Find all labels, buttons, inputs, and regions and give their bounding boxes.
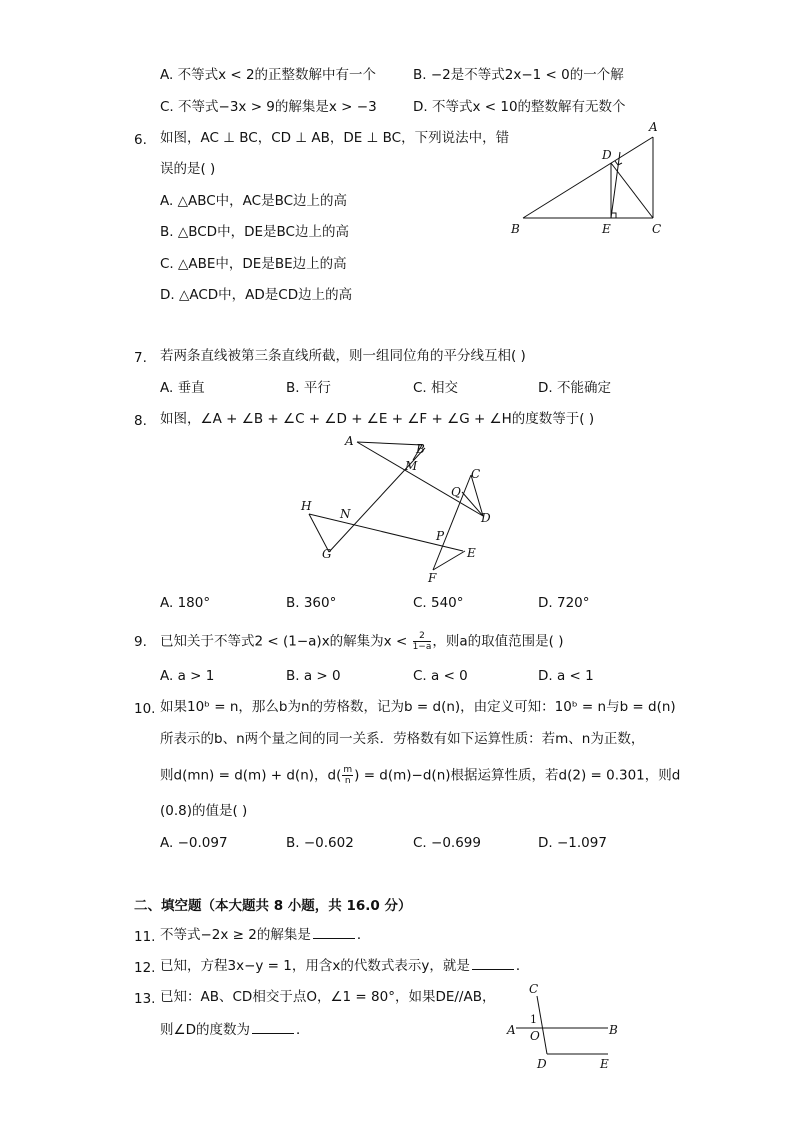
q13-stem-line2 (160, 1021, 310, 1039)
q12-answer-blank[interactable] (472, 957, 514, 970)
q8-label-d: D (481, 511, 491, 525)
q12-stem (160, 957, 529, 975)
q9-fraction-numerator: 2 (413, 631, 432, 642)
q11-stem-period: ． (356, 927, 371, 943)
q10-line3 (160, 765, 680, 786)
q6-option-c: C. △ABE中，DE是BE边上的高 (160, 256, 347, 272)
q13-parallel-figure (500, 978, 630, 1076)
q13-answer-blank[interactable] (252, 1021, 294, 1034)
q6-label-c: C (652, 222, 662, 236)
q6-stem-line1: 如图，AC ⊥ BC，CD ⊥ AB，DE ⊥ BC，下列说法中，错 (160, 130, 510, 146)
q8-label-e: E (467, 546, 476, 560)
q10-line1: 如果10ᵇ = n，那么b为n的劳格数，记为b = d(n)，由定义可知：10ᵇ = n与b = d(n) (160, 699, 676, 715)
q13-label-b: B (609, 1023, 618, 1037)
q8-label-q: Q (451, 485, 461, 499)
q8-angles-figure (295, 430, 505, 590)
q6-option-b: B. △BCD中，DE是BC边上的高 (160, 224, 349, 240)
q8-label-a: A (345, 434, 354, 448)
q12-stem-text: 已知，方程3x−y = 1，用含x的代数式表示y，就是 (160, 958, 470, 974)
q8-label-f: F (428, 571, 437, 585)
q13-label-o: O (530, 1029, 540, 1043)
q13-stem-text: 则∠D的度数为 (160, 1022, 250, 1038)
q11-stem-text: 不等式−2x ≥ 2的解集是 (160, 927, 311, 943)
q13-label-d: D (537, 1057, 547, 1071)
q6-option-d: D. △ACD中，AD是CD边上的高 (160, 287, 353, 303)
q13-stem-period: ． (296, 1022, 310, 1038)
q7-option-b: B. 平行 (286, 380, 331, 396)
q7-option-a: A. 垂直 (160, 380, 205, 396)
q9-option-b: B. a > 0 (286, 668, 341, 684)
q9-fraction (413, 631, 432, 652)
q13-stem-line1: 已知：AB、CD相交于点O，∠1 = 80°，如果DE//AB， (160, 989, 496, 1005)
q10-line4: (0.8)的值是( ) (160, 803, 248, 819)
q10-line3-start: 则d(mn) = d(m) + d(n)，d( (160, 767, 342, 784)
q7-option-d: D. 不能确定 (538, 380, 611, 396)
q7-option-c: C. 相交 (413, 380, 459, 396)
q10-option-a: A. −0.097 (160, 835, 228, 851)
q8-option-d: D. 720° (538, 595, 590, 611)
q13-label-angle-1: 1 (530, 1013, 537, 1026)
q10-number: 10. (134, 701, 156, 717)
q5-option-a: A. 不等式x < 2的正整数解中有一个 (160, 67, 377, 83)
q8-label-p: P (436, 529, 445, 543)
q7-number: 7. (134, 350, 147, 366)
section-fill-in-title: 二、填空题（本大题共 8 小题，共 16.0 分） (134, 898, 412, 914)
q10-option-c: C. −0.699 (413, 835, 481, 851)
q10-line3-end: ) = d(m)−d(n)根据运算性质，若d(2) = 0.301，则d (354, 767, 681, 784)
q11-answer-blank[interactable] (313, 926, 355, 939)
q9-stem-start: 已知关于不等式2 < (1−a)x的解集为x < (160, 633, 408, 650)
q8-stem: 如图，∠A + ∠B + ∠C + ∠D + ∠E + ∠F + ∠G + ∠H的度数等于( ) (160, 411, 595, 427)
q5-option-b: B. −2是不等式2x−1 < 0的一个解 (413, 67, 624, 83)
q13-label-c: C (529, 982, 539, 996)
q6-label-b: B (511, 222, 520, 236)
q8-option-c: C. 540° (413, 595, 464, 611)
q10-fraction-numerator: m (343, 765, 353, 775)
q11-stem (160, 926, 370, 944)
q8-label-g: G (322, 547, 332, 561)
q6-number: 6. (134, 132, 147, 148)
q8-number: 8. (134, 413, 147, 429)
q13-number: 13. (134, 991, 156, 1007)
q6-label-d: D (602, 148, 612, 162)
q6-label-e: E (602, 222, 611, 236)
q5-option-c: C. 不等式−3x > 9的解集是x > −3 (160, 99, 377, 115)
q5-option-d: D. 不等式x < 10的整数解有无数个 (413, 99, 626, 115)
q9-stem (160, 631, 563, 652)
q9-stem-end: ，则a的取值范围是( ) (432, 633, 564, 650)
q8-label-b: B (416, 442, 425, 456)
q9-option-a: A. a > 1 (160, 668, 215, 684)
q7-stem: 若两条直线被第三条直线所截，则一组同位角的平分线互相( ) (160, 348, 526, 364)
q10-fraction (342, 765, 353, 786)
q8-label-h: H (301, 499, 312, 513)
q10-fraction-denominator: n (344, 776, 351, 786)
q6-option-a: A. △ABC中，AC是BC边上的高 (160, 193, 348, 209)
q9-option-c: C. a < 0 (413, 668, 468, 684)
q12-number: 12. (134, 960, 156, 976)
q8-label-c: C (471, 467, 481, 481)
q8-option-a: A. 180° (160, 595, 211, 611)
q6-triangle-figure (505, 115, 675, 240)
q6-stem-line2: 误的是( ) (160, 161, 216, 177)
q13-label-a: A (507, 1023, 516, 1037)
q11-number: 11. (134, 929, 156, 945)
q9-fraction-denominator: 1−a (412, 642, 432, 652)
q13-label-e: E (600, 1057, 609, 1071)
q8-label-n: N (340, 507, 351, 521)
q12-stem-period: ． (515, 958, 530, 974)
q6-label-a: A (649, 120, 658, 134)
q9-number: 9. (134, 634, 147, 650)
q10-option-b: B. −0.602 (286, 835, 354, 851)
q10-line2: 所表示的b、n两个量之间的同一关系．劳格数有如下运算性质：若m、n为正数， (160, 731, 645, 747)
q10-option-d: D. −1.097 (538, 835, 607, 851)
q9-option-d: D. a < 1 (538, 668, 594, 684)
q8-option-b: B. 360° (286, 595, 337, 611)
q8-label-m: M (405, 459, 418, 473)
